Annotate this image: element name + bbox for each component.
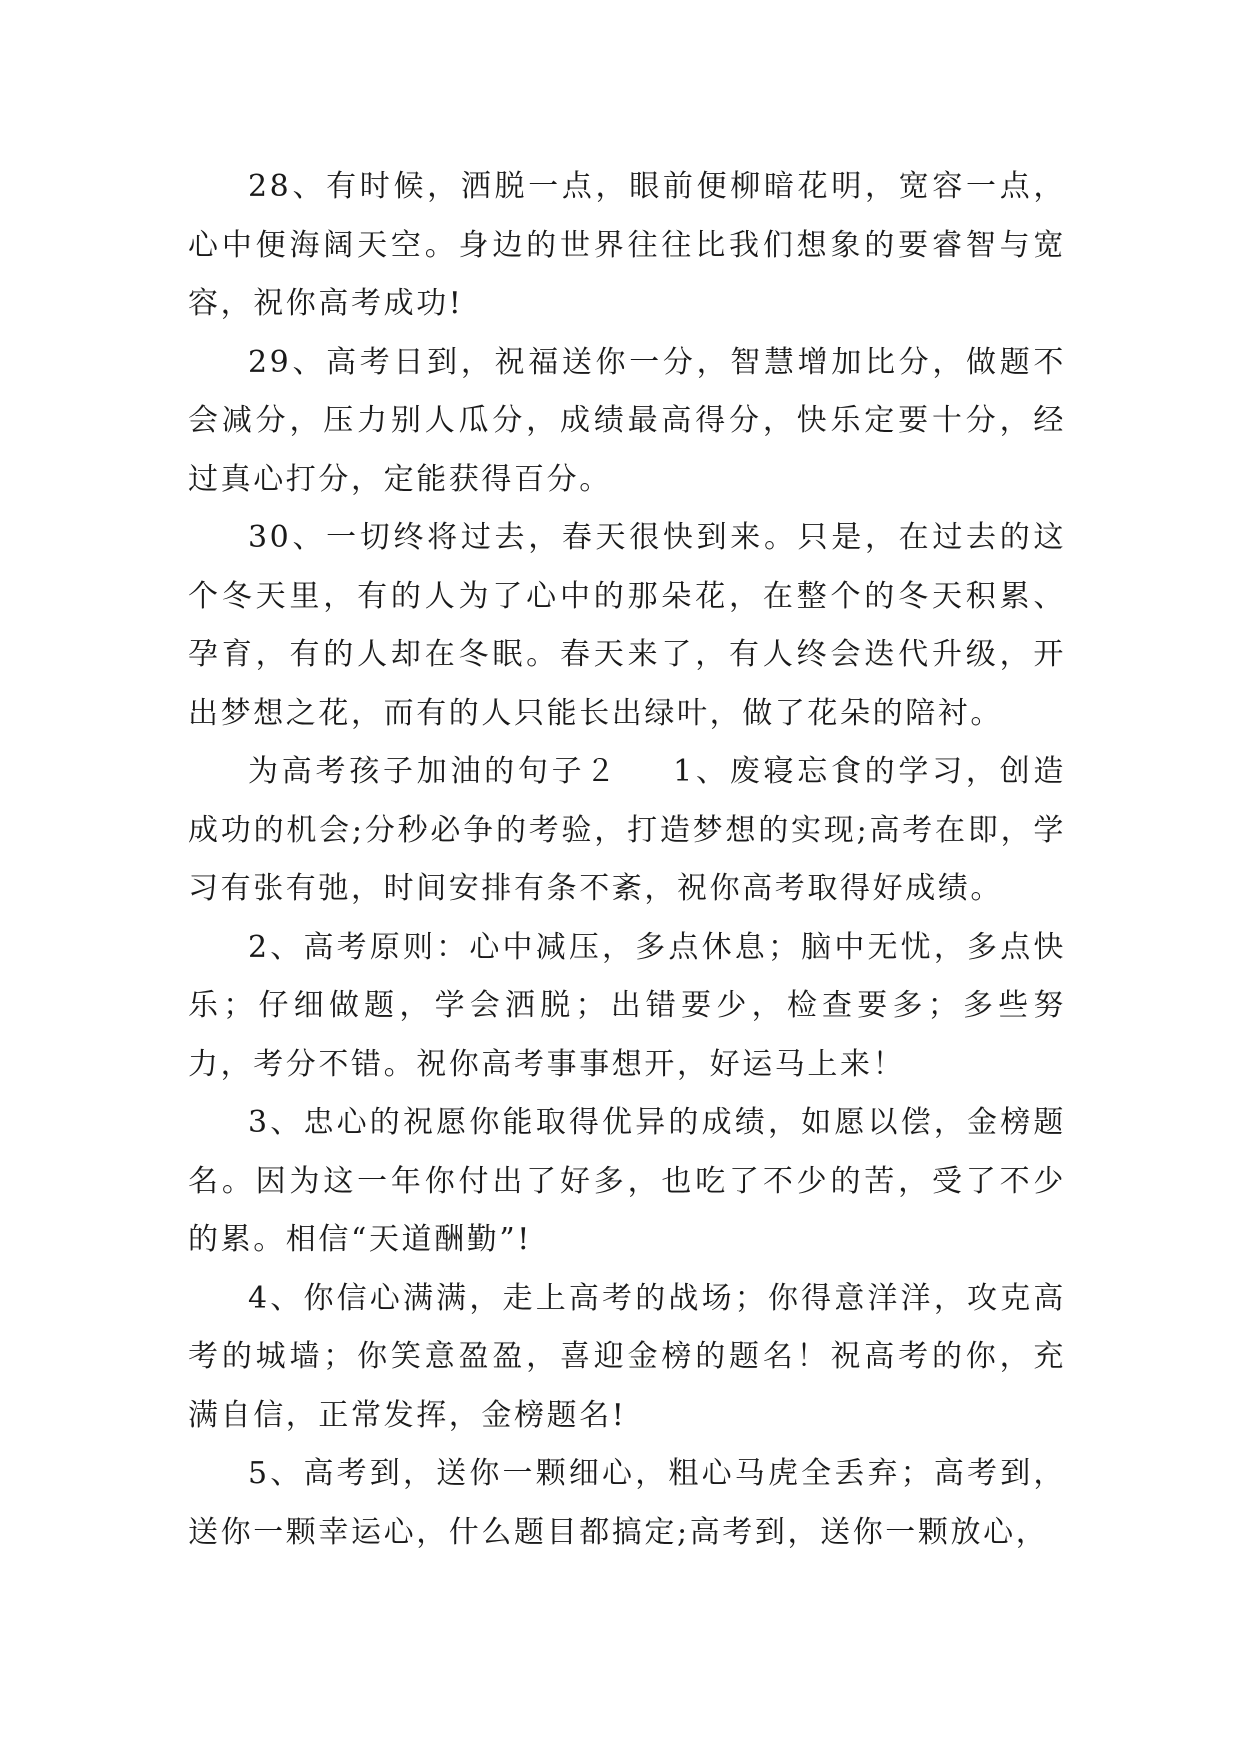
paragraph-28: 28、有时候，洒脱一点，眼前便柳暗花明，宽容一点，心中便海阔天空。身边的世界往往比我们想象的要睿智与宽容，祝你高考成功! bbox=[188, 169, 1066, 321]
section-item-1: 1、废寝忘食的学习，创造成功的机会;分秒必争的考验，打造梦想的实现;高考在即，学习有张有弛，时间安排有条不紊，祝你高考取得好成绩。 bbox=[188, 754, 1066, 906]
section-heading: 为高考孩子加油的句子２ bbox=[248, 754, 620, 789]
section-item-4: 4、你信心满满，走上高考的战场；你得意洋洋，攻克高考的城墙；你笑意盈盈，喜迎金榜的题名！祝高考的你，充满自信，正常发挥，金榜题名! bbox=[188, 1280, 1066, 1433]
paragraph-30: 30、一切终将过去，春天很快到来。只是，在过去的这个冬天里，有的人为了心中的那朵花，在整个的冬天积累、孕育，有的人却在冬眠。春天来了，有人终会迭代升级，开出梦想之花，而有的人只能长出绿叶，做了花朵的陪衬。 bbox=[188, 520, 1066, 731]
section-paragraph bbox=[188, 743, 1066, 919]
section-item-3: 3、忠心的祝愿你能取得优异的成绩，如愿以偿，金榜题名。因为这一年你付出了好多，也吃了不少的苦，受了不少的累。相信“天道酬勤”! bbox=[188, 1105, 1066, 1257]
paragraph-29: 29、高考日到，祝福送你一分，智慧增加比分，做题不会减分，压力别人瓜分，成绩最高得分，快乐定要十分，经过真心打分，定能获得百分。 bbox=[188, 344, 1066, 497]
document-body bbox=[188, 158, 1066, 1562]
section-item-5: 5、高考到，送你一颗细心，粗心马虎全丢弃；高考到，送你一颗幸运心，什么题目都搞定;高考到，送你一颗放心， bbox=[188, 1456, 1066, 1550]
section-item-2: 2、高考原则：心中减压，多点休息；脑中无忧，多点快乐；仔细做题，学会洒脱；出错要少，检查要多；多些努力，考分不错。祝你高考事事想开，好运马上来！ bbox=[188, 929, 1066, 1082]
